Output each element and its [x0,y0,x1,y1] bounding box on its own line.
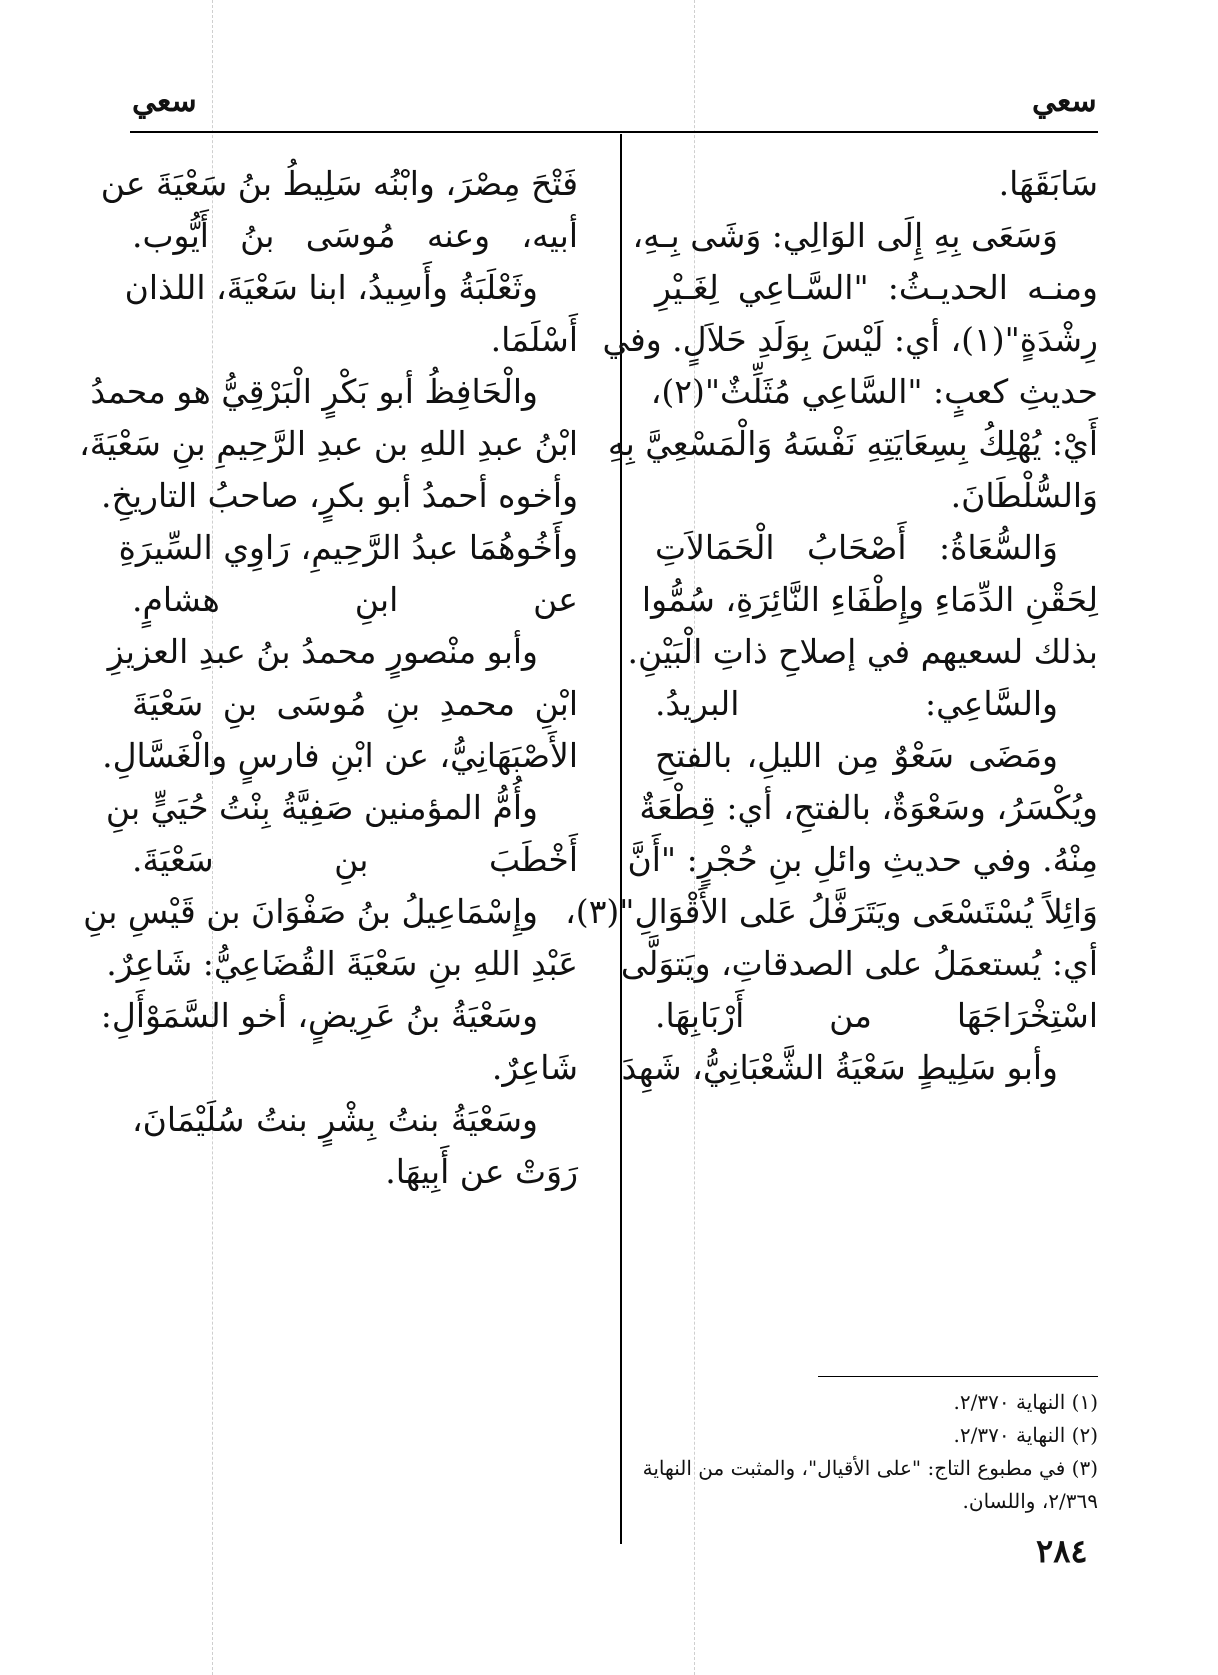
text-line: سَابَقَهَا. [998,164,1098,203]
right-column [565,158,1098,1094]
text-line: وأَخُوهُمَا عبدُ الرَّحِيمِ، رَاوِي السِّيرَةِ [118,528,578,567]
text-line: وأبو منْصورٍ محمدُ بنُ عبدِ العزيزِ [107,632,538,671]
footnotes [642,1386,1098,1518]
text-line: حديثِ كعبٍ: "السَّاعِي مُثَلِّثٌ"(٢)، [650,372,1098,411]
text-line: أي: يُستعمَلُ على الصدقاتِ، ويَتوَلَّى [620,944,1098,983]
footnote: (١) النهاية ٢/٣٧٠. [953,1390,1098,1414]
running-head-left: سعي [132,84,197,119]
text-line: وأخوه أحمدُ أبو بكرٍ، صاحبُ التاريخِ. [101,476,578,515]
header-rule [130,131,1098,133]
text-line: أَيْ: يُهْلِكُ بِسِعَايَتِهِ نَفْسَهُ وَالْمَسْعِيَّ بِهِ [607,424,1098,463]
text-line: بذلك لسعيهم في إصلاحِ ذاتِ الْبَيْنِ. [627,632,1098,671]
text-line: ويُكْسَرُ، وسَعْوَةٌ، بالفتحِ، أي: قِطْعَةٌ [639,788,1098,827]
text-line: رِشْدَةٍ"(١)، أي: لَيْسَ بِوَلَدِ حَلاَلٍ. وفي [602,320,1098,359]
text-line: أَخْطَبَ بنِ سَعْيَةَ. [132,840,578,879]
text-line: وأبو سَلِيطٍ سَعْيَةُ الشَّعْبَانِيُّ، شَهِدَ [621,1048,1058,1087]
text-line: شَاعِرٌ. [491,1048,578,1087]
text-line: وَائِلاً يُسْتَسْعَى ويَتَرَفَّلُ عَلى الأَقْوَالِ"(٣)، [565,892,1098,931]
page-number: ٢٨٤ [1036,1532,1088,1570]
text-line: عَبْدِ اللهِ بنِ سَعْيَةَ القُضَاعِيُّ: شَاعِرٌ. [106,944,578,983]
running-head-right: سعي [1032,84,1097,119]
text-line: عن ابنِ هشامٍ. [132,580,578,619]
footnote-rule [818,1376,1098,1377]
text-line: اسْتِخْرَاجَهَا من أَرْبَابِهَا. [655,996,1098,1035]
text-line: وسَعْيَةُ بنتُ بِشْرٍ بنتُ سُلَيْمَانَ، [132,1100,538,1139]
text-line: وسَعْيَةُ بنُ عَرِيضٍ، أخو السَّمَوْأَلِ: [100,996,538,1035]
text-line: وثَعْلَبَةُ وأَسِيدُ، ابنا سَعْيَةَ، اللذان [124,268,538,307]
text-line: والسَّاعِي: البريدُ. [655,684,1058,723]
text-line: أبيه، وعنه مُوسَى بنُ أَيُّوب. [132,216,578,255]
text-line: لِحَقْنِ الدِّمَاءِ وإِطْفَاءِ النَّائِرَةِ، سُمُّوا [641,580,1098,619]
text-line: وَالسُّلْطَانَ. [950,476,1098,515]
text-line: وإِسْمَاعِيلُ بنُ صَفْوَانَ بن قَيْسِ بنِ [83,892,538,931]
footnote: (٢) النهاية ٢/٣٧٠. [953,1423,1098,1447]
text-line: رَوَتْ عن أَبِيهَا. [385,1152,578,1191]
text-line: ابْنِ محمدِ بنِ مُوسَى بنِ سَعْيَةَ [132,684,578,723]
text-line: ومَضَى سَعْوٌ مِن الليلِ، بالفتحِ [655,736,1058,775]
footnote: ٢/٣٦٩، واللسان. [962,1489,1098,1513]
text-line: مِنْهُ. وفي حديثِ وائلِ بنِ حُجْرٍ: "أَنَّ [627,840,1098,879]
left-column [79,158,578,1198]
text-line: وأُمُّ المؤمنين صَفِيَّةُ بِنْتُ حُيَيٍّ بنِ [105,788,538,827]
text-line: وَسَعَى بِهِ إِلَى الوَالِي: وَشَى بِـهِ، [632,216,1058,255]
text-line: أَسْلَمَا. [490,320,578,359]
text-line: ومنـه الحديـثُ: "السَّـاعِي لِغَـيْرِ [655,268,1098,307]
text-line: والْحَافِظُ أبو بَكْرٍ الْبَرْقِيُّ هو محمدُ [90,372,538,411]
text-line: الأَصْبَهَانِيُّ، عن ابْنِ فارسٍ والْغَسَّالِ. [102,736,578,775]
text-line: ابْنُ عبدِ اللهِ بن عبدِ الرَّحِيمِ بنِ سَعْيَةَ، [79,424,578,463]
text-line: فَتْحَ مِصْرَ، وابْنُه سَلِيطُ بنُ سَعْيَةَ عن [100,164,578,203]
footnote: (٣) في مطبوع التاج: "على الأقيال"، والمثبت من النهاية [642,1456,1098,1480]
text-line: وَالسُّعَاةُ: أَصْحَابُ الْحَمَالاَتِ [655,528,1058,567]
